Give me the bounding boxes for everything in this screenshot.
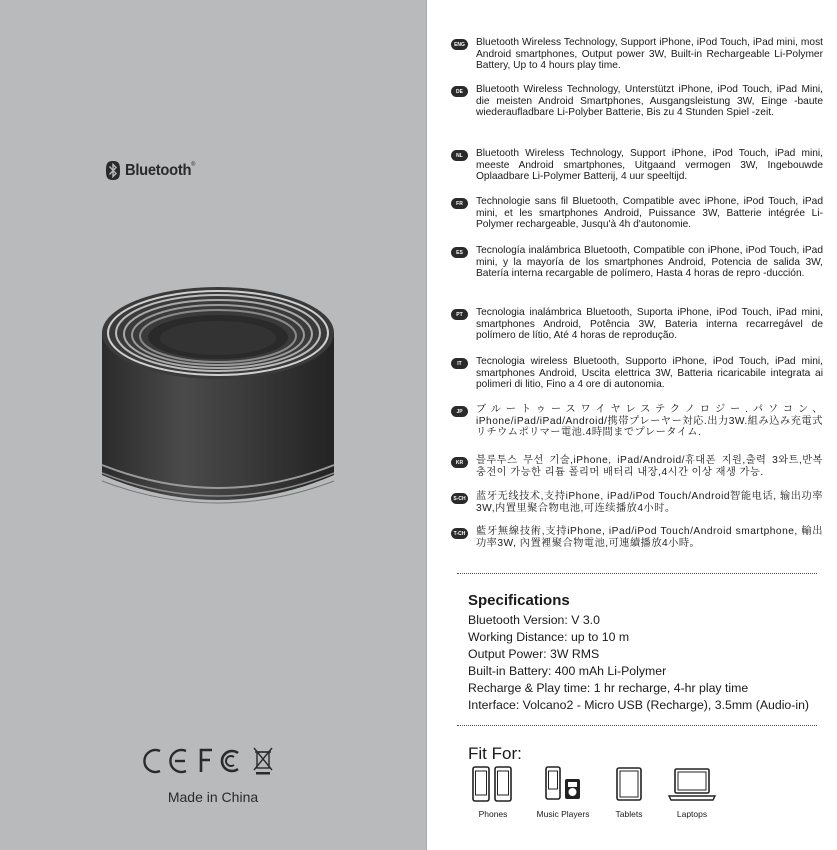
spec-item: Output Power: 3W RMS <box>468 647 600 661</box>
lang-text: Bluetooth Wireless Technology, Support iPhone, iPod Touch, iPad mini, meeste Android smartphones, Uitgaand vermogen 3W, Ingebouwde Oplaadbare Li-Polymer Batterij, 4 uur speeltijd. <box>476 148 823 183</box>
lang-block-kr <box>443 455 823 478</box>
lang-text: Technologie sans fil Bluetooth, Compatible avec iPhone, iPod Touch, iPad mini, et les smartphones Android, Puissance 3W, Batterie intégrée Li-Polymer rechargeable, Jusqu'à 4h d'autonomie. <box>476 196 823 231</box>
spec-item: Recharge & Play time: 1 hr recharge, 4-hr play time <box>468 681 749 695</box>
laptop-icon <box>667 765 717 803</box>
spec-item: Built-in Battery: 400 mAh Li-Polymer <box>468 664 667 678</box>
dotted-divider <box>457 725 817 727</box>
fit-item-label: Tablets <box>615 809 643 819</box>
lang-block-fr <box>443 196 823 231</box>
lang-text: Tecnologia wireless Bluetooth, Supporto iPhone, iPod Touch, iPad mini, smartphones Android, Uscita elettrica 3W, Batteria ricaricabile integrata ai polimeri di litio, Fino a 4 ore di autonomia. <box>476 356 823 391</box>
dotted-divider <box>457 573 817 575</box>
fit-item-laptops <box>666 765 718 819</box>
lang-text: 蓝牙无线技术,支持iPhone, iPad/iPod Touch/Android智能电话, 输出功率3W,内置里聚合物电池,可连续播放4小时。 <box>476 491 823 514</box>
lang-badge: NL <box>451 150 468 161</box>
lang-badge: DE <box>451 86 468 97</box>
lang-text: 블루투스 무선 기술,iPhone, iPad/Android/휴대폰 지원,출력 3와트,반복 충전이 가능한 리튬 폴리머 배터리 내장,4시간 이상 재생 가능. <box>476 455 823 478</box>
lang-text: Bluetooth Wireless Technology, Unterstützt iPhone, iPod Touch, iPad Mini, die meisten Android Smartphones, Ausgangsleistung 3W, Einge -baute wiederaufladbare Li-Polyber Batterie, Bis zu 4 Stunden Spiel -zeit. <box>476 84 823 119</box>
lang-badge: IT <box>451 358 468 369</box>
fit-item-label: Laptops <box>676 809 708 819</box>
lang-block-pt <box>443 307 823 342</box>
bluetooth-logo <box>106 161 201 180</box>
ce-mark-icon <box>138 747 190 775</box>
fit-item-phones <box>470 765 516 819</box>
lang-badge: T-CH <box>451 528 468 539</box>
lang-badge: KR <box>451 457 468 468</box>
specifications-list <box>468 612 809 714</box>
lang-badge: S-CH <box>451 493 468 504</box>
fit-item-label: Music Players <box>536 809 590 819</box>
lang-text: Tecnología inalámbrica Bluetooth, Compatible con iPhone, iPod Touch, iPad mini, y la mayoría de los smartphones Android, Potencia de salida 3W, Batería interna recargable de polímero, Hasta 4 horas de repro -ducción. <box>476 245 823 280</box>
lang-badge: FR <box>451 198 468 209</box>
lang-block-t-ch <box>443 526 823 549</box>
specifications-title: Specifications <box>468 592 570 609</box>
spec-item: Interface: Volcano2 - Micro USB (Recharge), 3.5mm (Audio-in) <box>468 698 810 712</box>
lang-text: Tecnologia inalámbrica Bluetooth, Suporta iPhone, iPod Touch, iPad mini, smartphones Android, Potência 3W, Bateria interna recarregável de polímero de lítio, Até 4 horas de reprodução. <box>476 307 823 342</box>
lang-text: 藍牙無線技術,支持iPhone, iPad/iPod Touch/Android smartphone, 輸出功率3W, 內置裡聚合物電池,可連續播放4小時。 <box>476 526 823 549</box>
fc-mark-icon <box>198 747 244 775</box>
lang-block-nl <box>443 148 823 183</box>
certification-marks <box>138 746 274 776</box>
bluetooth-icon <box>106 161 120 180</box>
spec-item: Bluetooth Version: V 3.0 <box>468 613 600 627</box>
lang-text: ブルートゥースワイヤレステクノロジー.パソコン、iPhone/iPad/iPad/Android/携帯プレーヤー対応.出力3W.組み込み充電式リチウムポリマー電池.4時間までプレータイム. <box>476 404 823 439</box>
lang-badge: JP <box>451 406 468 417</box>
spec-item: Working Distance: up to 10 m <box>468 630 630 644</box>
fit-item-label: Phones <box>478 809 508 819</box>
tablet-icon <box>614 765 644 803</box>
lang-block-es <box>443 245 823 280</box>
fit-item-music-players <box>533 765 593 819</box>
music-player-icon <box>543 765 583 803</box>
fit-item-tablets <box>611 765 647 819</box>
lang-badge: PT <box>451 309 468 320</box>
lang-badge: ENG <box>451 39 468 50</box>
weee-bin-icon <box>252 746 274 776</box>
phones-icon <box>471 765 515 803</box>
lang-block-de <box>443 84 823 119</box>
lang-block-s-ch <box>443 491 823 514</box>
lang-badge: ES <box>451 247 468 258</box>
speaker-image <box>98 285 338 520</box>
lang-block-jp <box>443 404 823 439</box>
lang-block-eng <box>443 37 823 72</box>
bluetooth-wordmark: Bluetooth® <box>125 161 195 179</box>
lang-block-it <box>443 356 823 391</box>
fit-for-title: Fit For: <box>468 744 522 763</box>
lang-text: Bluetooth Wireless Technology, Support iPhone, iPod Touch, iPad mini, most Android smartphones, Output power 3W, Built-in Rechargeable Li-Polymer Battery, Up to 4 hours play time. <box>476 37 823 72</box>
made-in-label: Made in China <box>167 789 259 805</box>
